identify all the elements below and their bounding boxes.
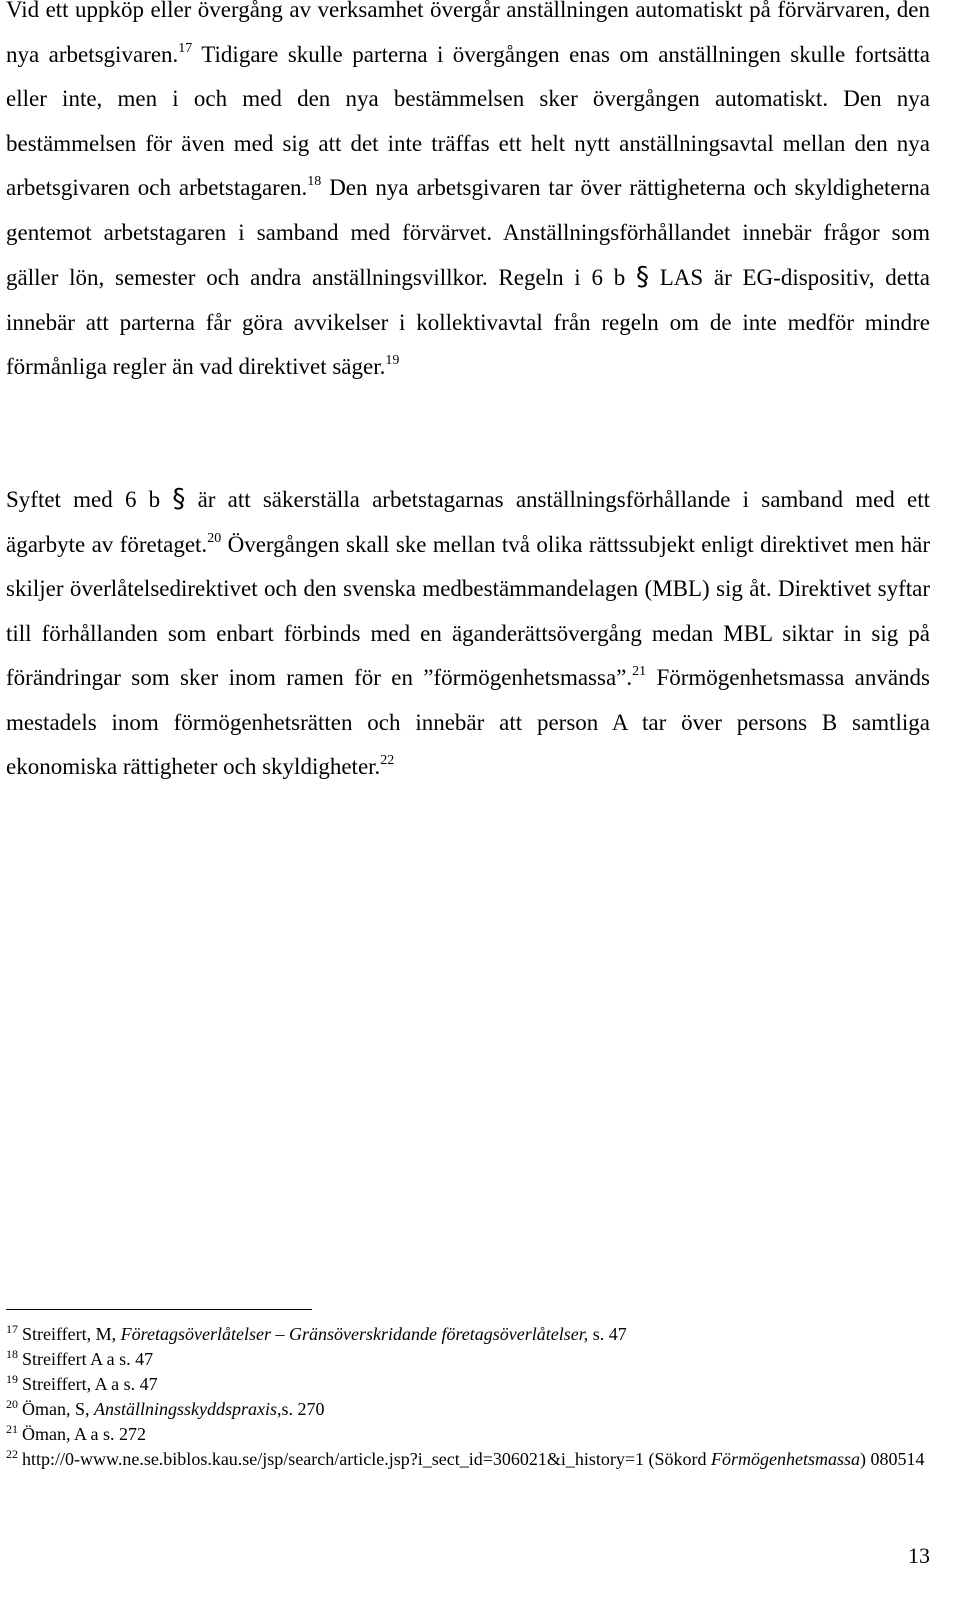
paragraph-text: Tidigare skulle parterna i övergången enas om anställningen skulle fortsätta eller inte, men i och med den nya bestämmelsen sker övergången automatiskt. Den nya bestämmelsen för även med sig att det inte träffas ett helt nytt anställningsavtal mellan den nya arbetsgivaren och arbetstagaren. xyxy=(6,41,931,200)
footnote xyxy=(6,1372,926,1397)
footnote xyxy=(6,1397,926,1422)
footnote-title: Förmögenhetsmassa xyxy=(711,1449,861,1469)
paragraph-text: Vid ett uppköp eller övergång av verksamhet övergår anställningen automatiskt på förvärvaren, den nya arbetsgivaren. xyxy=(6,0,930,67)
section-sign: § xyxy=(172,484,186,514)
footnote-title: Företagsöverlåtelser – Gränsöverskridande företagsöverlåtelser, xyxy=(120,1324,589,1344)
footnote xyxy=(6,1347,926,1372)
footnote-reference[interactable]: 22 xyxy=(380,753,395,768)
footnote-title: Anställningsskyddspraxis xyxy=(94,1399,277,1419)
paragraph-text: Förmögenhetsmassa används mestadels inom förmögenhetsrätten och innebär att person A tar över persons B samtliga ekonomiska rättigheter och skyldigheter. xyxy=(6,665,930,779)
footnote-reference[interactable]: 18 xyxy=(307,174,322,189)
paragraph-text: Den nya arbetsgivaren tar över rättigheterna och skyldigheterna gentemot arbetstagaren i samband med förvärvet. Anställningsförhållandet innebär frågor som gäller lön, semester och andra anställningsvillkor. Regeln i 6 b xyxy=(6,175,930,290)
footnote-number: 21 xyxy=(6,1422,18,1436)
footnote-reference[interactable]: 19 xyxy=(385,353,400,368)
footnote-text: ,s. 270 xyxy=(277,1399,325,1419)
footnote-number: 22 xyxy=(6,1447,18,1461)
footnote xyxy=(6,1322,926,1347)
footnote-reference[interactable]: 20 xyxy=(207,530,222,546)
footnote-reference[interactable]: 21 xyxy=(632,664,647,679)
body-paragraph xyxy=(6,477,930,790)
footnote xyxy=(6,1422,926,1447)
page-number: 13 xyxy=(908,1543,930,1568)
footnote-reference[interactable]: 17 xyxy=(178,40,193,56)
footnote-link-text[interactable]: http://0-www.ne.se.biblos.kau.se/jsp/search/article.jsp?i_sect_id=306021&i_history=1 (Sökord xyxy=(22,1449,712,1469)
footnote-text: Streiffert, M, xyxy=(22,1324,121,1344)
footnote-text: ) 080514 xyxy=(860,1449,925,1469)
paragraph-text: är att säkerställa arbetstagarnas anställningsförhållande i samband med ett ägarbyte av företaget. xyxy=(6,487,930,557)
footnote-number: 19 xyxy=(6,1372,18,1386)
footnote xyxy=(6,1447,926,1472)
body-paragraph xyxy=(6,0,930,390)
paragraph-text: Syftet med 6 b xyxy=(6,487,173,512)
footnote-text: Streiffert, A a s. 47 xyxy=(22,1374,158,1394)
footnote-number: 18 xyxy=(6,1347,18,1361)
footnote-text: Öman, S, xyxy=(22,1399,94,1419)
footnote-separator xyxy=(6,1309,312,1310)
footnotes-list xyxy=(6,1322,926,1472)
section-sign: § xyxy=(635,262,649,292)
footnote-text: Öman, A a s. 272 xyxy=(22,1424,146,1444)
paragraph-text: LAS är EG-dispositiv, detta innebär att parterna får göra avvikelser i kollektivavtal från regeln om de inte medför mindre förmånliga regler än vad direktivet säger. xyxy=(6,265,930,379)
footnote-text: s. 47 xyxy=(588,1324,627,1344)
paragraph-text: Övergången skall ske mellan två olika rättssubjekt enligt direktivet men här skiljer överlåtelsedirektivet och den svenska medbestämmandelagen (MBL) sig åt. Direktivet syftar till förhållanden som enbart förbinds med en äganderättsövergång medan MBL siktar in sig på förändringar som sker inom ramen för en ”förmögenhetsmassa”. xyxy=(6,531,930,690)
footnote-text: Streiffert A a s. 47 xyxy=(22,1349,154,1369)
footnote-number: 17 xyxy=(6,1322,18,1336)
footnote-number: 20 xyxy=(6,1397,18,1411)
